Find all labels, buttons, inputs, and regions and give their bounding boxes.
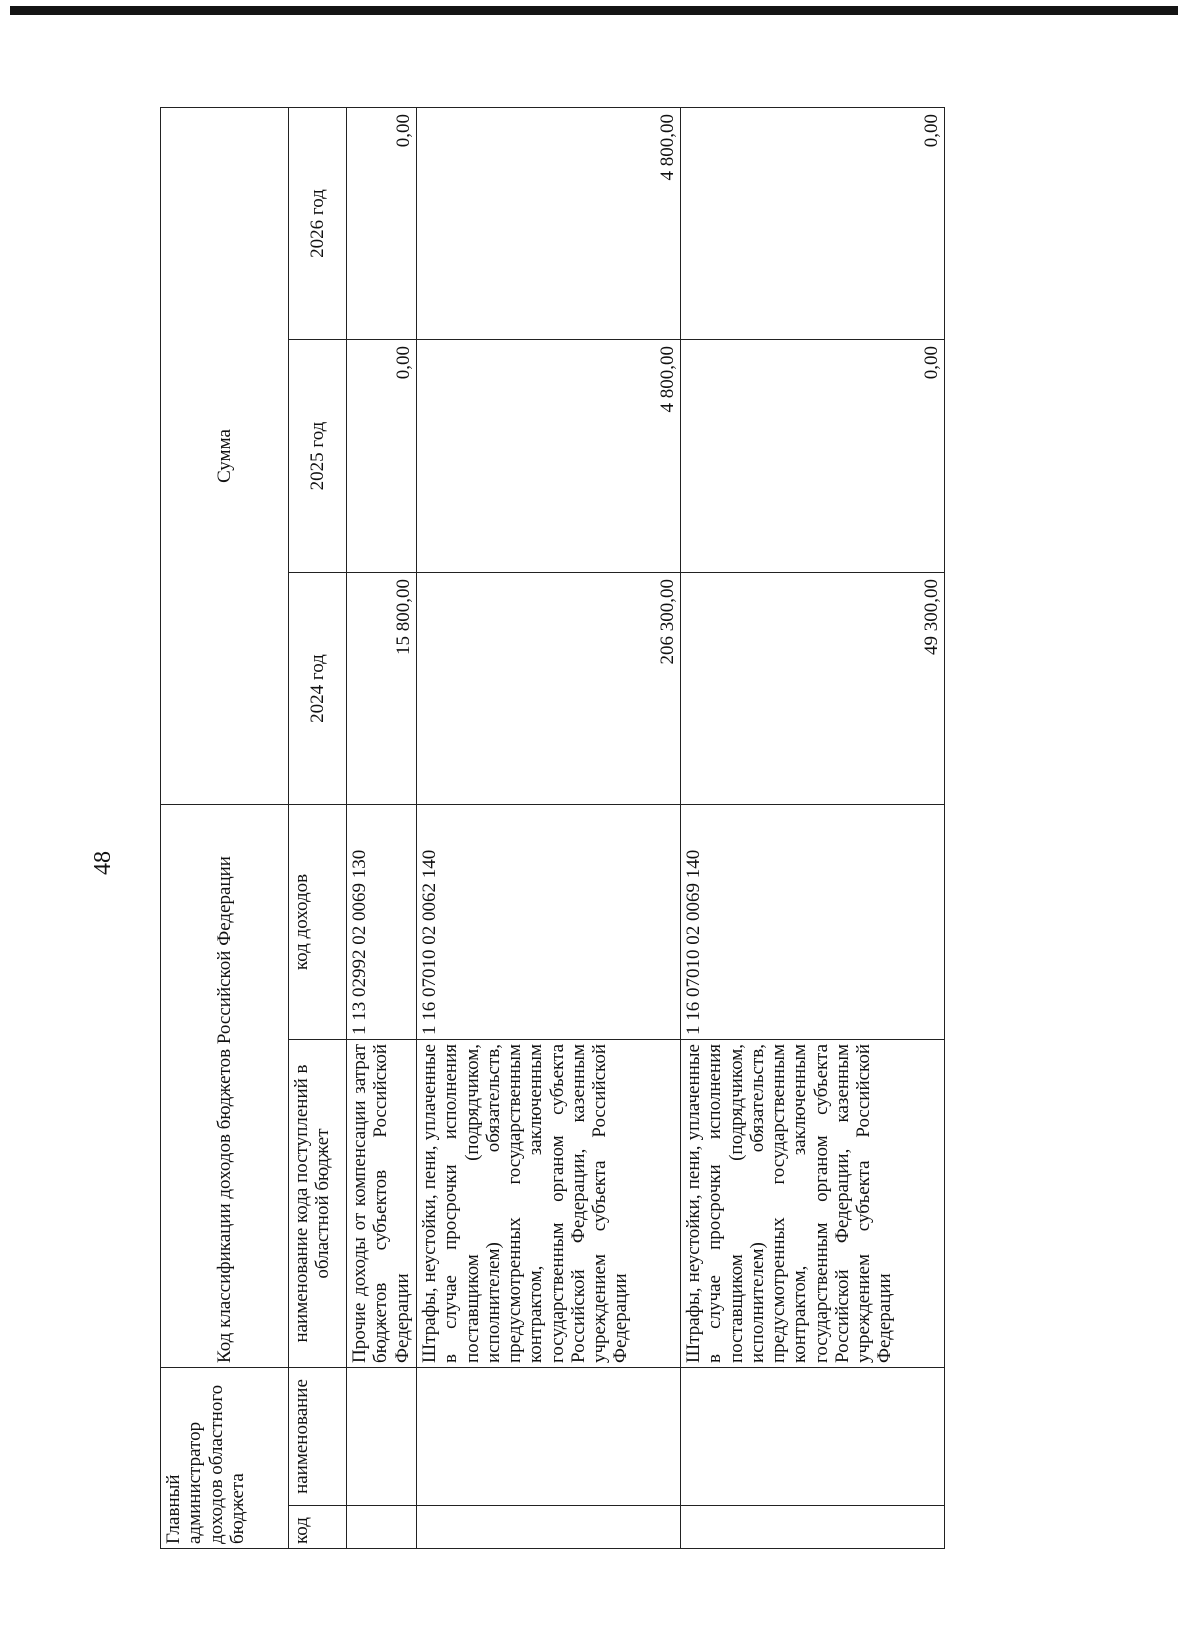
header-year-2025: 2025 год: [289, 340, 347, 573]
header-admin-name: наименование: [289, 1368, 347, 1506]
cell-admin-code: [681, 1506, 945, 1549]
cell-admin-code: [347, 1506, 417, 1549]
cell-income-name: Штрафы, неустойки, пени, уплаченные в случае просрочки исполнения поставщиком (подрядчиком, исполнителем) обязательств, предусмотренных государственным контрактом, заключенным государственным органом субъекта Российской Федерации, казенным учреждением субъекта Российской Федерации: [681, 1040, 945, 1368]
header-classification-group: Код классификации доходов бюджетов Российской Федерации: [161, 805, 289, 1368]
cell-income-code: 1 16 07010 02 0062 140: [417, 805, 681, 1040]
cell-sum-2025: 0,00: [347, 340, 417, 573]
cell-income-name: Прочие доходы от компенсации затрат бюджетов субъектов Российской Федерации: [347, 1040, 417, 1368]
page-number: 48: [90, 851, 116, 875]
cell-admin-name: [417, 1368, 681, 1506]
cell-admin-name: [681, 1368, 945, 1506]
table-row: [417, 108, 681, 1549]
table-row: [347, 108, 417, 1549]
cell-sum-2026: 4 800,00: [417, 108, 681, 340]
header-admin-code: код: [289, 1506, 347, 1549]
cell-admin-code: [417, 1506, 681, 1549]
cell-sum-2024: 49 300,00: [681, 573, 945, 805]
cell-sum-2026: 0,00: [347, 108, 417, 340]
header-income-name: наименование кода поступлений в областной бюджет: [289, 1040, 347, 1368]
header-year-2026: 2026 год: [289, 108, 347, 340]
cell-sum-2026: 0,00: [681, 108, 945, 340]
header-sum-group: Сумма: [161, 108, 289, 805]
header-income-code: код доходов: [289, 805, 347, 1040]
budget-income-table: [160, 107, 945, 1549]
cell-income-name: Штрафы, неустойки, пени, уплаченные в случае просрочки исполнения поставщиком (подрядчиком, исполнителем) обязательств, предусмотренных государственным контрактом, заключенным государственным органом субъекта Российской Федерации, казенным учреждением субъекта Российской Федерации: [417, 1040, 681, 1368]
cell-sum-2025: 4 800,00: [417, 340, 681, 573]
cell-sum-2024: 206 300,00: [417, 573, 681, 805]
cell-income-code: 1 13 02992 02 0069 130: [347, 805, 417, 1040]
header-year-2024: 2024 год: [289, 573, 347, 805]
header-admin-group: Главный администратор доходов областного бюджета: [161, 1368, 289, 1549]
cell-sum-2024: 15 800,00: [347, 573, 417, 805]
cell-admin-name: [347, 1368, 417, 1506]
table-row: [681, 108, 945, 1549]
cell-income-code: 1 16 07010 02 0069 140: [681, 805, 945, 1040]
cell-sum-2025: 0,00: [681, 340, 945, 573]
